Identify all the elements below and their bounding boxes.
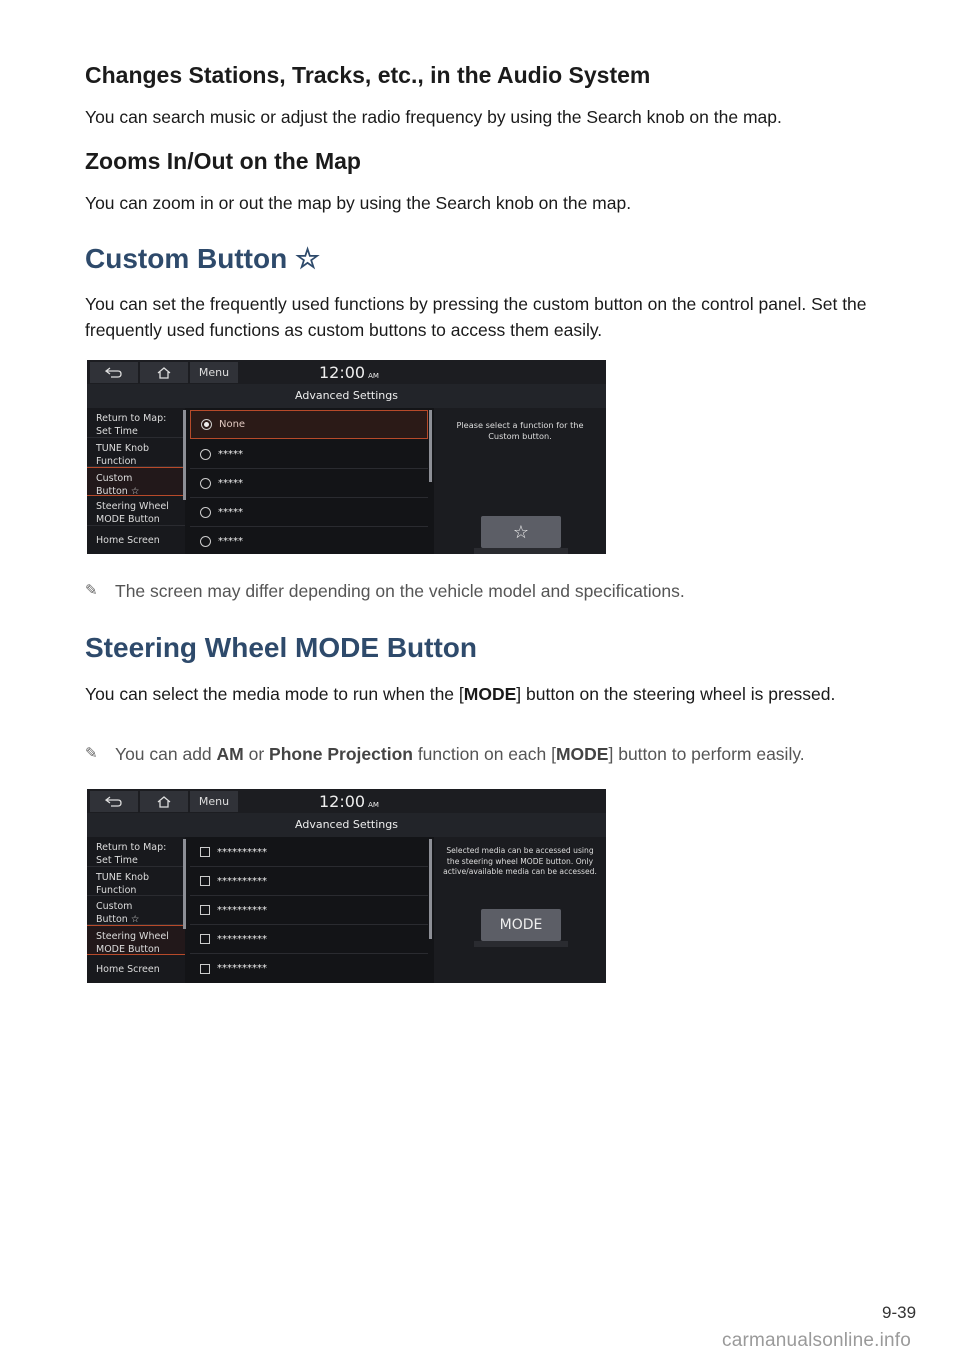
media-option[interactable]: ********** — [190, 867, 428, 896]
media-option[interactable]: ********** — [190, 896, 428, 925]
page-number: 9-39 — [882, 1303, 917, 1322]
note-pencil-icon: ✎ — [85, 745, 98, 762]
back-arrow-icon — [105, 367, 123, 379]
media-option[interactable]: ********** — [190, 838, 428, 867]
info-text: Selected media can be accessed using the steering wheel MODE button. Only active/available media can be accessed. — [443, 846, 597, 876]
menu-scrollbar[interactable] — [183, 839, 186, 929]
back-button[interactable] — [90, 362, 138, 383]
menu-item-return-to-map[interactable]: Return to Map: Set Time — [87, 408, 185, 438]
media-option-list — [190, 837, 430, 983]
menu-item-home-screen[interactable]: Home Screen — [96, 964, 160, 975]
menu-item-tune-knob[interactable]: TUNE Knob Function — [87, 867, 185, 896]
menu-item-steering-wheel[interactable]: Steering Wheel MODE Button — [87, 925, 185, 955]
mode-button[interactable]: MODE — [481, 909, 561, 941]
option-item[interactable]: ***** — [190, 440, 428, 469]
option-none[interactable]: None — [190, 410, 428, 439]
info-text: Please select a function for the Custom button. — [456, 420, 584, 441]
watermark: carmanualsonline.info — [722, 1330, 912, 1351]
top-bar — [87, 789, 606, 813]
top-bar — [87, 360, 606, 384]
option-item[interactable]: ***** — [190, 527, 428, 554]
list-scrollbar[interactable] — [429, 410, 432, 482]
home-icon — [157, 367, 171, 379]
home-icon — [157, 796, 171, 808]
button-shadow — [474, 548, 568, 554]
menu-button[interactable]: Menu — [190, 362, 238, 383]
option-item[interactable]: ***** — [190, 498, 428, 527]
button-shadow — [474, 941, 568, 947]
radio-selected-icon — [201, 419, 212, 430]
option-item[interactable]: ***** — [190, 469, 428, 498]
home-button[interactable] — [140, 362, 188, 383]
media-option[interactable]: ********** — [190, 925, 428, 954]
note-screen-differs: ✎ The screen may differ depending on the vehicle model and specifications. — [85, 581, 685, 601]
info-panel — [434, 837, 606, 983]
custom-star-button[interactable] — [481, 516, 561, 548]
radio-icon — [200, 536, 211, 547]
menu-item-custom-button[interactable]: Custom Button ☆ — [87, 467, 185, 496]
menu-item-steering-wheel[interactable]: Steering Wheel MODE Button — [87, 496, 185, 526]
heading-zoom-map: Zooms In/Out on the Map — [85, 148, 361, 174]
checkbox-icon — [200, 905, 210, 915]
heading-custom-button: Custom Button ☆ — [85, 243, 321, 274]
option-list — [190, 408, 430, 554]
screen-title: Advanced Settings — [87, 813, 606, 837]
menu-item-tune-knob[interactable]: TUNE Knob Function — [87, 438, 185, 467]
note-add-am-phone-projection: ✎ You can add AM or Phone Projection function on each [MODE] button to perform easily. — [85, 744, 805, 764]
heading-audio-system: Changes Stations, Tracks, etc., in the Audio System — [85, 62, 651, 88]
clock: 12:00 AM — [319, 792, 379, 811]
settings-menu — [87, 837, 185, 983]
text-steering-wheel-mode: You can select the media mode to run when the [MODE] button on the steering wheel is pressed. — [85, 684, 836, 704]
home-button[interactable] — [140, 791, 188, 812]
menu-item-return-to-map[interactable]: Return to Map: Set Time — [87, 837, 185, 867]
screenshot-custom-button — [87, 360, 606, 554]
settings-menu — [87, 408, 185, 554]
screen-title: Advanced Settings — [87, 384, 606, 408]
checkbox-icon — [200, 934, 210, 944]
menu-item-custom-button[interactable]: Custom Button ☆ — [87, 896, 185, 925]
back-button[interactable] — [90, 791, 138, 812]
text-custom-button: You can set the frequently used functions by pressing the custom button on the control panel. Set the frequently used functions as custom buttons to access them easily. — [85, 294, 867, 340]
note-pencil-icon: ✎ — [85, 582, 98, 599]
text-audio-system: You can search music or adjust the radio frequency by using the Search knob on the map. — [85, 107, 782, 127]
screenshot-steering-wheel-mode — [87, 789, 606, 983]
radio-icon — [200, 507, 211, 518]
list-scrollbar[interactable] — [429, 839, 432, 939]
menu-item-home-screen[interactable]: Home Screen — [96, 535, 160, 546]
menu-button[interactable]: Menu — [190, 791, 238, 812]
star-icon: ☆ — [512, 521, 530, 543]
checkbox-icon — [200, 876, 210, 886]
radio-icon — [200, 478, 211, 489]
heading-steering-wheel-mode: Steering Wheel MODE Button — [85, 632, 477, 663]
media-option[interactable]: ********** — [190, 954, 428, 983]
back-arrow-icon — [105, 796, 123, 808]
menu-scrollbar[interactable] — [183, 410, 186, 500]
text-zoom-map: You can zoom in or out the map by using the Search knob on the map. — [85, 193, 632, 213]
clock: 12:00 AM — [319, 363, 379, 382]
checkbox-icon — [200, 964, 210, 974]
checkbox-icon — [200, 847, 210, 857]
info-panel — [434, 408, 606, 554]
radio-icon — [200, 449, 211, 460]
